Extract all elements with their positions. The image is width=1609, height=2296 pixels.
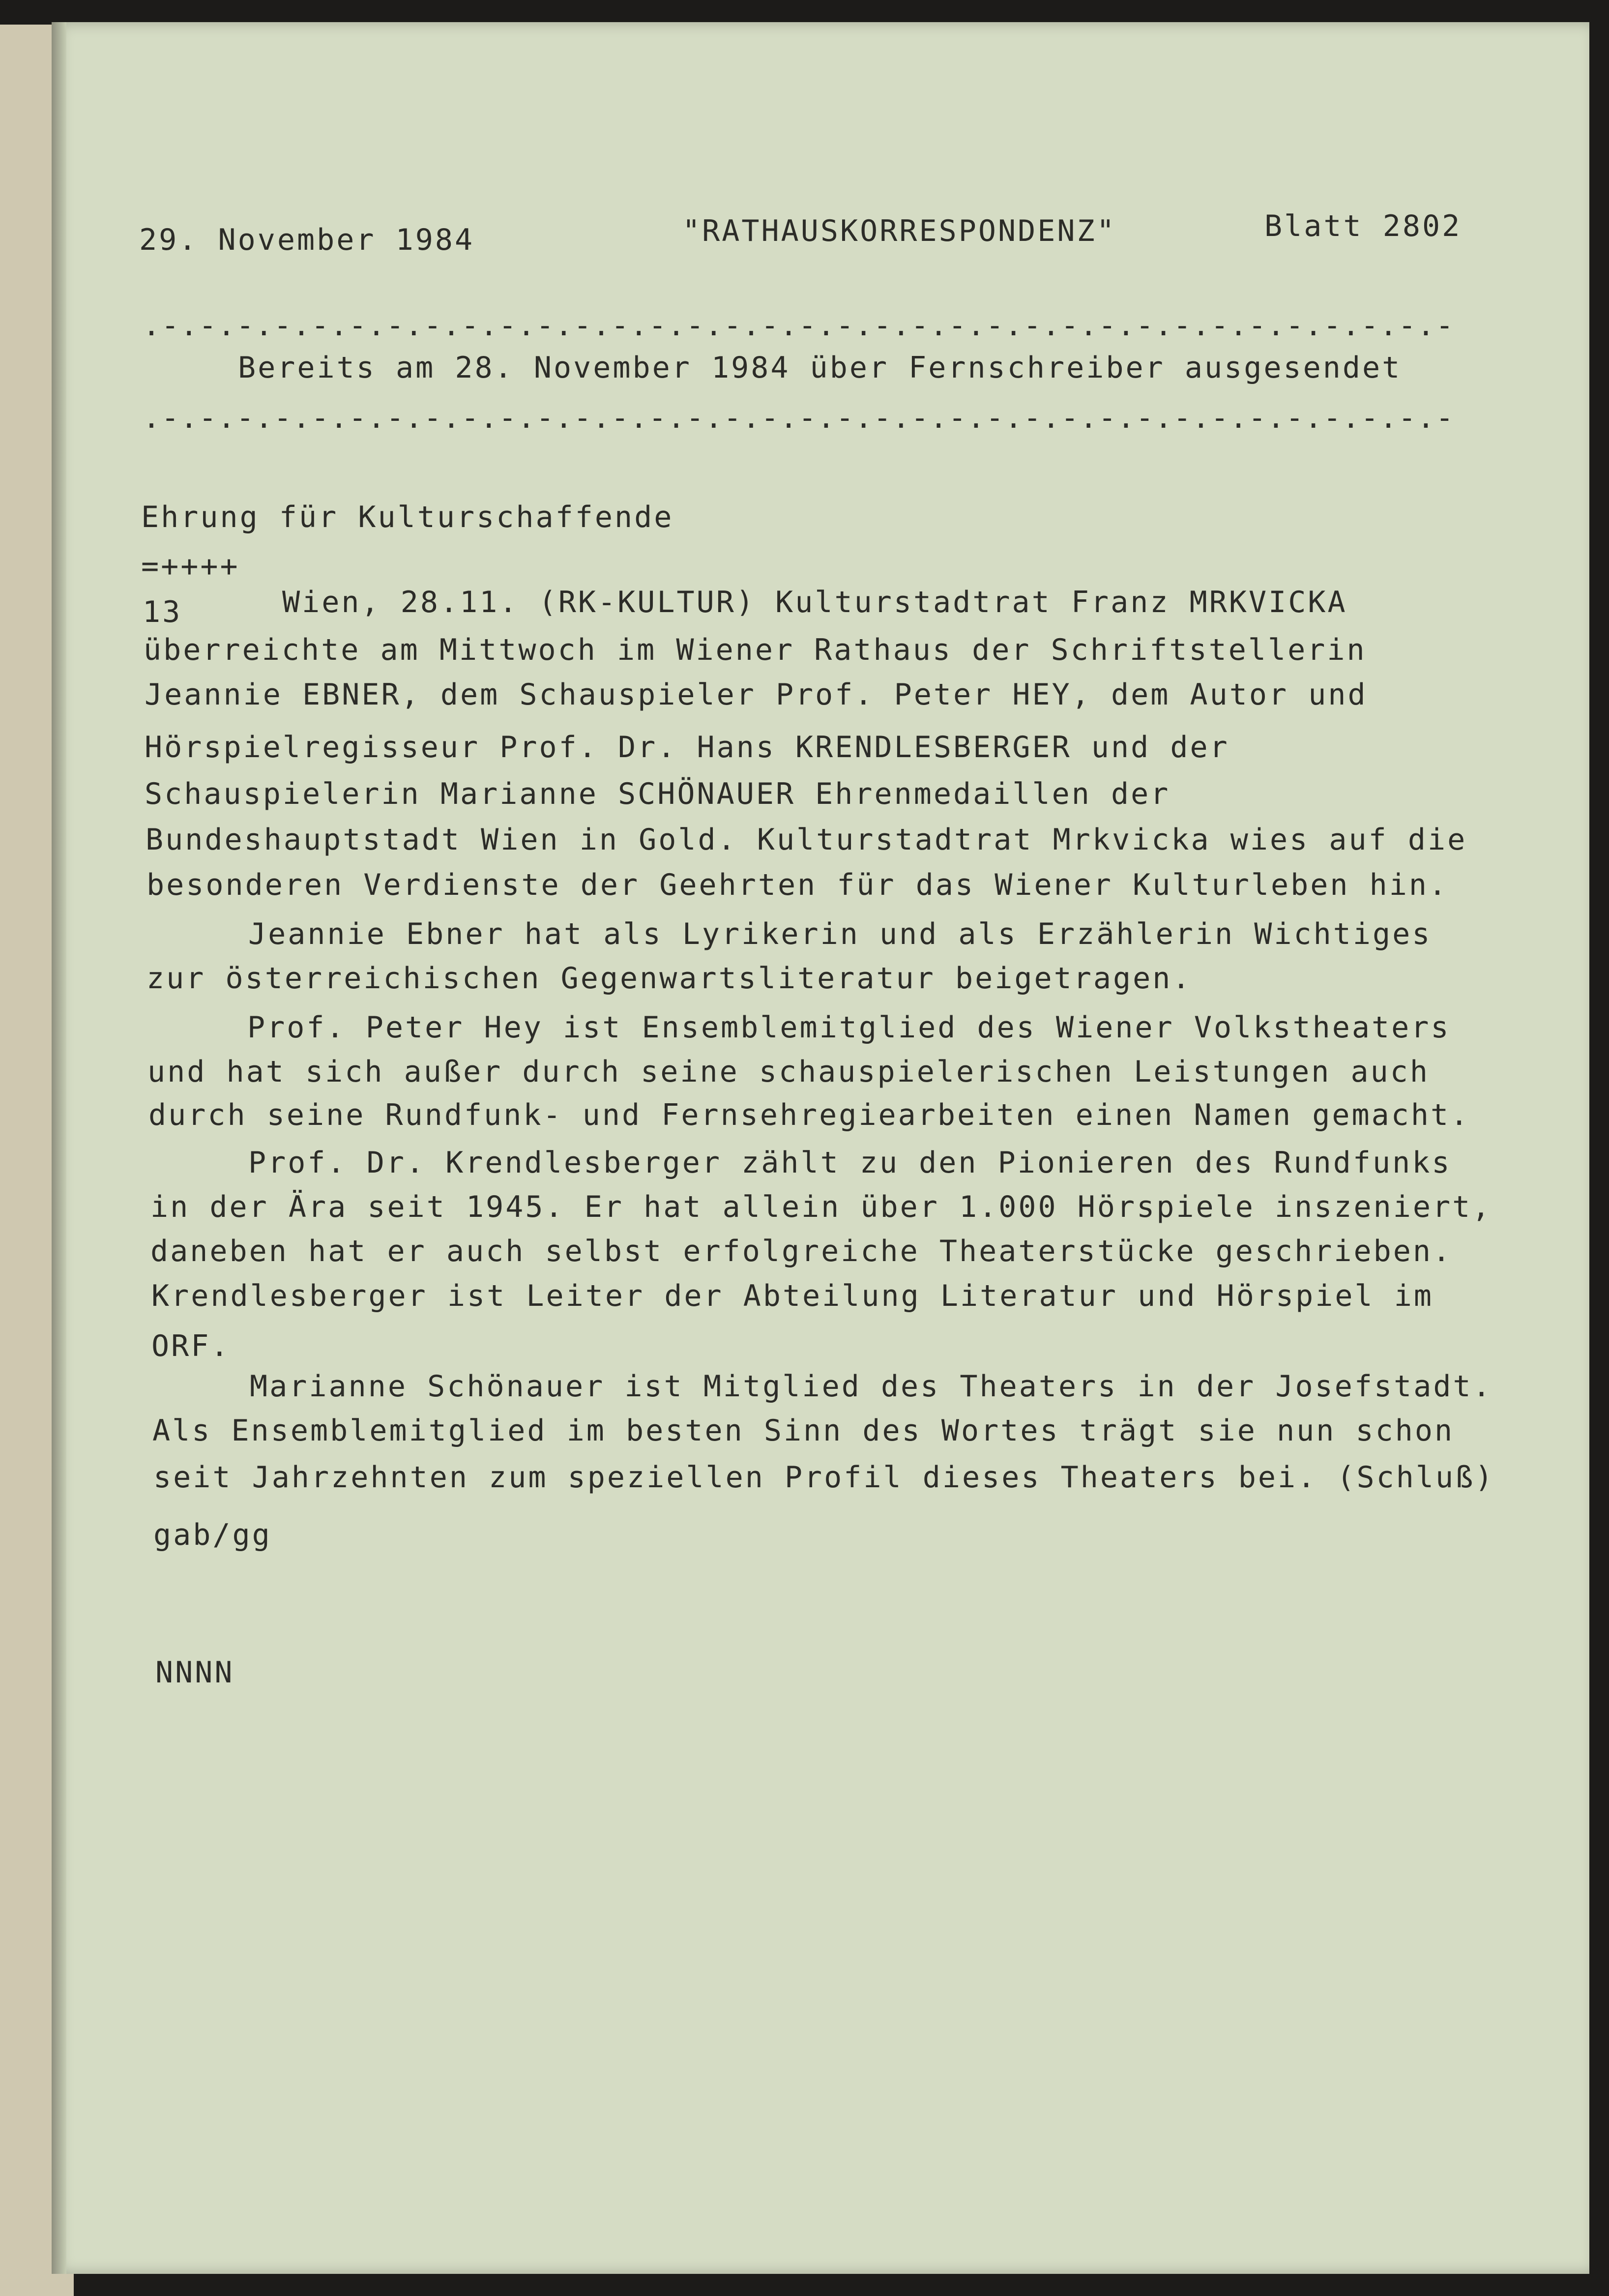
article-headline: Ehrung für Kulturschaffende bbox=[141, 500, 674, 534]
end-mark: NNNN bbox=[155, 1655, 234, 1690]
binding-gutter bbox=[52, 22, 66, 2274]
header-date: 29. November 1984 bbox=[139, 223, 475, 257]
body-line: daneben hat er auch selbst erfolgreiche Theaterstücke geschrieben. bbox=[150, 1234, 1453, 1268]
body-line: zur österreichischen Gegenwartsliteratur beigetragen. bbox=[146, 961, 1192, 996]
body-line: besonderen Verdienste der Geehrten für das Wiener Kulturleben hin. bbox=[146, 868, 1449, 902]
author-initials: gab/gg bbox=[153, 1518, 272, 1552]
body-line: Hörspielregisseur Prof. Dr. Hans KRENDLESBERGER und der bbox=[145, 730, 1229, 765]
header-sheet: Blatt 2802 bbox=[1264, 209, 1462, 243]
body-line: Wien, 28.11. (RK-KULTUR) Kulturstadtrat Franz MRKVICKA bbox=[282, 585, 1347, 619]
header-publication: "RATHAUSKORRESPONDENZ" bbox=[682, 214, 1116, 248]
body-line: Schauspielerin Marianne SCHÖNAUER Ehrenmedaillen der bbox=[145, 777, 1170, 811]
body-line: Prof. Dr. Krendlesberger zählt zu den Pionieren des Rundfunks bbox=[248, 1146, 1452, 1180]
body-line: durch seine Rundfunk- und Fernsehregiearbeiten einen Namen gemacht. bbox=[148, 1098, 1470, 1132]
article-number: 13 bbox=[143, 595, 182, 629]
body-line: seit Jahrzehnten zum speziellen Profil dieses Theaters bei. (Schluß) bbox=[153, 1460, 1495, 1495]
separator-bottom: .-.-.-.-.-.-.-.-.-.-.-.-.-.-.-.-.-.-.-.-.-.-.-.-.-.-.-.-.-.-.-.-.-.-.- bbox=[143, 401, 1455, 435]
body-line: Marianne Schönauer ist Mitglied des Theaters in der Josefstadt. bbox=[250, 1369, 1492, 1404]
body-line: Krendlesberger ist Leiter der Abteilung Literatur und Hörspiel im bbox=[151, 1279, 1433, 1313]
broadcast-notice: Bereits am 28. November 1984 über Fernschreiber ausgesendet bbox=[238, 351, 1402, 385]
body-line: Prof. Peter Hey ist Ensemblemitglied des Wiener Volkstheaters bbox=[247, 1010, 1451, 1045]
separator-top: .-.-.-.-.-.-.-.-.-.-.-.-.-.-.-.-.-.-.-.-.-.-.-.-.-.-.-.-.-.-.-.-.-.-.- bbox=[143, 308, 1455, 343]
body-line: in der Ära seit 1945. Er hat allein über 1.000 Hörspiele inszeniert, bbox=[150, 1190, 1492, 1224]
article-marker: =++++ bbox=[141, 549, 240, 584]
body-line: Jeannie Ebner hat als Lyrikerin und als Erzählerin Wichtiges bbox=[248, 917, 1432, 951]
body-line: und hat sich außer durch seine schauspielerischen Leistungen auch bbox=[147, 1055, 1430, 1089]
body-line: Bundeshauptstadt Wien in Gold. Kulturstadtrat Mrkvicka wies auf die bbox=[146, 823, 1467, 857]
body-line: ORF. bbox=[151, 1329, 231, 1363]
body-line: überreichte am Mittwoch im Wiener Rathaus der Schriftstellerin bbox=[144, 633, 1367, 667]
body-line: Als Ensemblemitglied im besten Sinn des Wortes trägt sie nun schon bbox=[152, 1413, 1455, 1448]
body-line: Jeannie EBNER, dem Schauspieler Prof. Peter HEY, dem Autor und bbox=[145, 677, 1368, 712]
